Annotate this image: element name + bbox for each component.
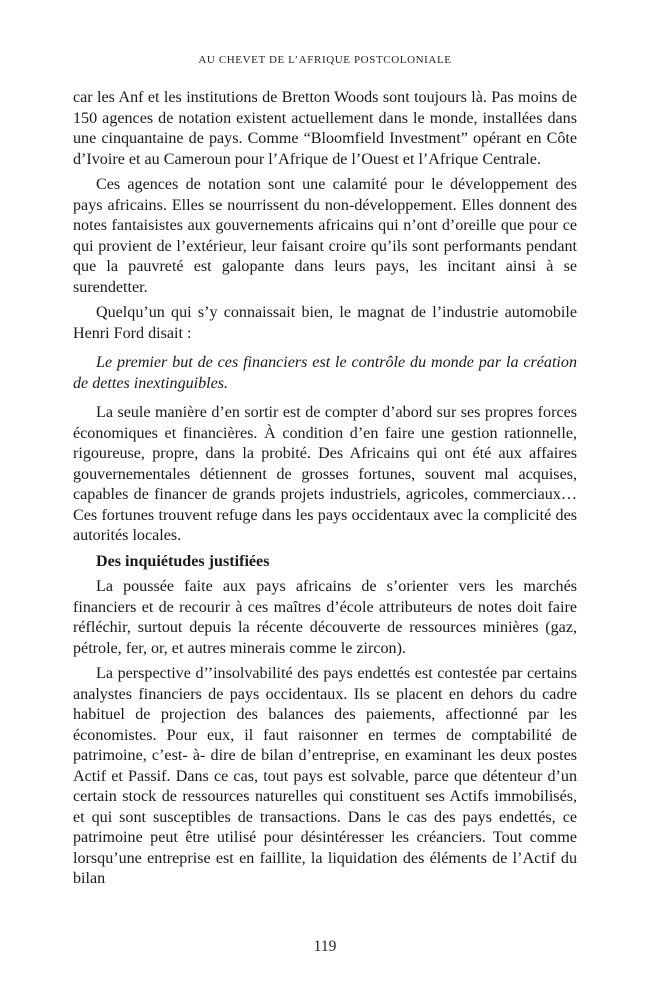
page-body — [73, 88, 577, 895]
henri-ford-quote: Le premier but de ces financiers est le contrôle du monde par la création de dettes inextinguibles. — [73, 354, 577, 392]
paragraph-own-forces: La seule manière d’en sortir est de compter d’abord sur ses propres forces économiques et financières. À condition d’en faire une gestion rationnelle, rigoureuse, propre, dans la probité. Des Africains qui ont été aux affaires gouvernementales détiennent de grosses fortunes, souvent mal acquises, capables de financer de grands projets industriels, agricoles, commerciaux… Ces fortunes trouvent refuge dans les pays occidentaux avec la complicité des autorités locales. — [73, 404, 577, 544]
paragraph-continuation: car les Anf et les institutions de Bretton Woods sont toujours là. Pas moins de 150 agences de notation existent actuellement dans le monde, installées dans une cinquantaine de pays. Comme “Bloomfield Investment” opérant en Côte d’Ivoire et au Cameroun pour l’Afrique de l’Ouest et l’Afrique Centrale. — [73, 89, 577, 168]
paragraph-financial-markets: La poussée faite aux pays africains de s’orienter vers les marchés financiers et de recourir à ces maîtres d’école attributeurs de notes doit faire réfléchir, surtout depuis la récente découverte de ressources minières (gaz, pétrole, fer, or, et autres minerais comme le zircon). — [73, 578, 577, 657]
running-header: AU CHEVET DE L’AFRIQUE POSTCOLONIALE — [198, 54, 452, 66]
page-number: 119 — [313, 938, 337, 955]
paragraph-henri-ford-intro: Quelqu’un qui s’y connaissait bien, le magnat de l’industrie automobile Henri Ford disait : — [73, 304, 577, 342]
section-heading: Des inquiétudes justifiées — [96, 552, 270, 570]
paragraph-rating-agencies: Ces agences de notation sont une calamité pour le développement des pays africains. Elles se nourrissent du non-développement. Elles donnent des notes fantaisistes aux gouvernements africains qui n’ont d’oreille que pour ce qui provient de l’extérieur, leur faisant croire qu’ils sont performants pendant que la pauvreté est galopante dans leurs pays, les incitant ainsi à se surendetter. — [73, 176, 577, 296]
paragraph-insolvency: La perspective d’’insolvabilité des pays endettés est contestée par certains analystes financiers de pays occidentaux. Ils se placent en dehors du cadre habituel de projection des balances des paiements, affectionné par les économistes. Pour eux, il faut raisonner en termes de comptabilité de patrimoine, c’est- à- dire de bilan d’entreprise, en examinant les deux postes Actif et Passif. Dans ce cas, tout pays est solvable, parce que détenteur d’un certain stock de ressources naturelles qui constituent ses Actifs immobilisés, et qui sont susceptibles de transactions. Dans le cas des pays endettés, ce patrimoine peut être utilisé pour désintéresser les créanciers. Tout comme lorsqu’une entreprise est en faillite, la liquidation des éléments de l’Actif du bilan — [73, 665, 577, 887]
